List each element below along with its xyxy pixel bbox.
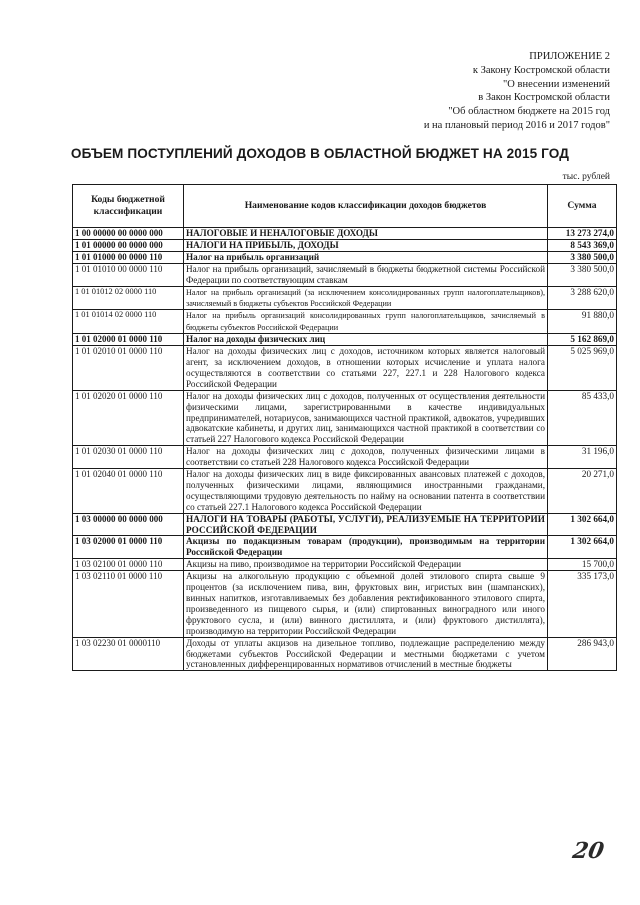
sum-cell: 5 162 869,0 (548, 334, 617, 346)
code-cell: 1 01 01012 02 0000 110 (73, 286, 184, 310)
name-cell: Налог на доходы физических лиц (184, 334, 548, 346)
code-cell: 1 03 02000 01 0000 110 (73, 536, 184, 559)
table-row (73, 513, 617, 536)
name-cell: Акцизы по подакцизным товарам (продукции), производимым на территории Российской Федерации (184, 536, 548, 559)
appendix-line: в Закон Костромской области (478, 92, 610, 104)
code-cell: 1 01 01010 00 0000 110 (73, 263, 184, 286)
appendix-line: ПРИЛОЖЕНИЕ 2 (529, 51, 610, 62)
table-row (73, 390, 617, 446)
code-cell: 1 03 00000 00 0000 000 (73, 513, 184, 536)
units-label: тыс. рублей (562, 172, 610, 182)
table-header-row (73, 185, 617, 228)
page-number: 20 (571, 838, 607, 864)
table-row (73, 251, 617, 263)
sum-cell: 1 302 664,0 (548, 513, 617, 536)
sum-cell: 91 880,0 (548, 310, 617, 334)
code-cell: 1 01 02000 01 0000 110 (73, 334, 184, 346)
document-title: ОБЪЕМ ПОСТУПЛЕНИЙ ДОХОДОВ В ОБЛАСТНОЙ БЮДЖЕТ НА 2015 ГОД (70, 146, 570, 161)
table-row (73, 239, 617, 251)
appendix-line: к Закону Костромской области (472, 64, 610, 76)
table-row (73, 536, 617, 559)
appendix-line: и на плановый период 2016 и 2017 годов" (423, 119, 610, 131)
revenue-table (72, 184, 617, 671)
name-cell: Доходы от уплаты акцизов на дизельное топливо, подлежащие распределению между бюджетами субъектов Российской Федерации и местными бюджетами с учетом установленных дифференцированных нормативов отчислений в местные бюджеты (184, 637, 548, 671)
header-name: Наименование кодов классификации доходов бюджетов (184, 185, 548, 228)
table-row (73, 334, 617, 346)
table-body (73, 228, 617, 671)
name-cell: Акцизы на алкогольную продукцию с объемной долей этилового спирта свыше 9 процентов (за исключением пива, вин, фруктовых вин, игристых вин (шампанских), винных напитков, изготавливаемых без добавления ректификованного этилового спирта, произведенного из пищевого сырья, и (или) спиртованных виноградного или иного фруктового сусла, и (или) винного дистиллята, и (или) фруктового дистиллята), производимую на территории Российской Федерации (184, 571, 548, 637)
sum-cell: 20 271,0 (548, 469, 617, 514)
sum-cell: 1 302 664,0 (548, 536, 617, 559)
code-cell: 1 01 02040 01 0000 110 (73, 469, 184, 514)
name-cell: Налог на доходы физических лиц с доходов, полученных от осуществления деятельности физическими лицами, зарегистрированными в качестве индивидуальных предпринимателей, нотариусов, занимающихся частной практикой, адвокатов, учредивших адвокатские кабинеты, и других лиц, занимающихся частной практикой в соответствии со статьей 227 Налогового кодекса Российской Федерации (184, 390, 548, 446)
name-cell: НАЛОГОВЫЕ И НЕНАЛОГОВЫЕ ДОХОДЫ (184, 228, 548, 240)
header-sum: Сумма (548, 185, 617, 228)
sum-cell: 15 700,0 (548, 559, 617, 571)
name-cell: Налог на доходы физических лиц с доходов, полученных физическими лицами в соответствии со статьей 228 Налогового кодекса Российской Федерации (184, 446, 548, 469)
name-cell: Налог на прибыль организаций, зачисляемый в бюджеты бюджетной системы Российской Федерации по соответствующим ставкам (184, 263, 548, 286)
header-code: Коды бюджетной классификации (73, 185, 184, 228)
code-cell: 1 03 02110 01 0000 110 (73, 571, 184, 637)
sum-cell: 3 288 620,0 (548, 286, 617, 310)
code-cell: 1 00 00000 00 0000 000 (73, 228, 184, 240)
name-cell: Налог на доходы физических лиц в виде фиксированных авансовых платежей с доходов, полученных физическими лицами, являющимися иностранными гражданами, осуществляющими трудовую деятельность по найму на основании патента в соответствии со статьей 227.1 Налогового кодекса Российской Федерации (184, 469, 548, 514)
table-row (73, 559, 617, 571)
sum-cell: 13 273 274,0 (548, 228, 617, 240)
code-cell: 1 03 02100 01 0000 110 (73, 559, 184, 571)
table-row (73, 310, 617, 334)
sum-cell: 3 380 500,0 (548, 251, 617, 263)
code-cell: 1 01 02030 01 0000 110 (73, 446, 184, 469)
table-row (73, 228, 617, 240)
table-row (73, 571, 617, 637)
code-cell: 1 01 02010 01 0000 110 (73, 346, 184, 391)
code-cell: 1 03 02230 01 0000110 (73, 637, 184, 671)
table-row (73, 286, 617, 310)
appendix-line: "Об областном бюджете на 2015 год (448, 106, 610, 118)
name-cell: НАЛОГИ НА ТОВАРЫ (РАБОТЫ, УСЛУГИ), РЕАЛИЗУЕМЫЕ НА ТЕРРИТОРИИ РОССИЙСКОЙ ФЕДЕРАЦИИ (184, 513, 548, 536)
sum-cell: 286 943,0 (548, 637, 617, 671)
code-cell: 1 01 01000 00 0000 110 (73, 251, 184, 263)
sum-cell: 8 543 369,0 (548, 239, 617, 251)
table-row (73, 263, 617, 286)
name-cell: НАЛОГИ НА ПРИБЫЛЬ, ДОХОДЫ (184, 239, 548, 251)
sum-cell: 5 025 969,0 (548, 346, 617, 391)
code-cell: 1 01 00000 00 0000 000 (73, 239, 184, 251)
appendix-header (424, 50, 610, 133)
code-cell: 1 01 02020 01 0000 110 (73, 390, 184, 446)
code-cell: 1 01 01014 02 0000 110 (73, 310, 184, 334)
sum-cell: 3 380 500,0 (548, 263, 617, 286)
table-row (73, 346, 617, 391)
appendix-line: "О внесении изменений (503, 78, 610, 90)
name-cell: Налог на прибыль организаций консолидированных групп налогоплательщиков, зачисляемый в бюджеты субъектов Российской Федерации (184, 310, 548, 334)
name-cell: Налог на доходы физических лиц с доходов, источником которых является налоговый агент, за исключением доходов, в отношении которых исчисление и уплата налога осуществляются в соответствии со статьями 227, 227.1 и 228 Налогового кодекса Российской Федерации (184, 346, 548, 391)
sum-cell: 31 196,0 (548, 446, 617, 469)
name-cell: Налог на прибыль организаций (за исключением консолидированных групп налогоплательщиков), зачисляемый в бюджеты субъектов Российской Федерации (184, 286, 548, 310)
table-row (73, 637, 617, 671)
table-row (73, 446, 617, 469)
table-row (73, 469, 617, 514)
name-cell: Акцизы на пиво, производимое на территории Российской Федерации (184, 559, 548, 571)
sum-cell: 85 433,0 (548, 390, 617, 446)
name-cell: Налог на прибыль организаций (184, 251, 548, 263)
sum-cell: 335 173,0 (548, 571, 617, 637)
